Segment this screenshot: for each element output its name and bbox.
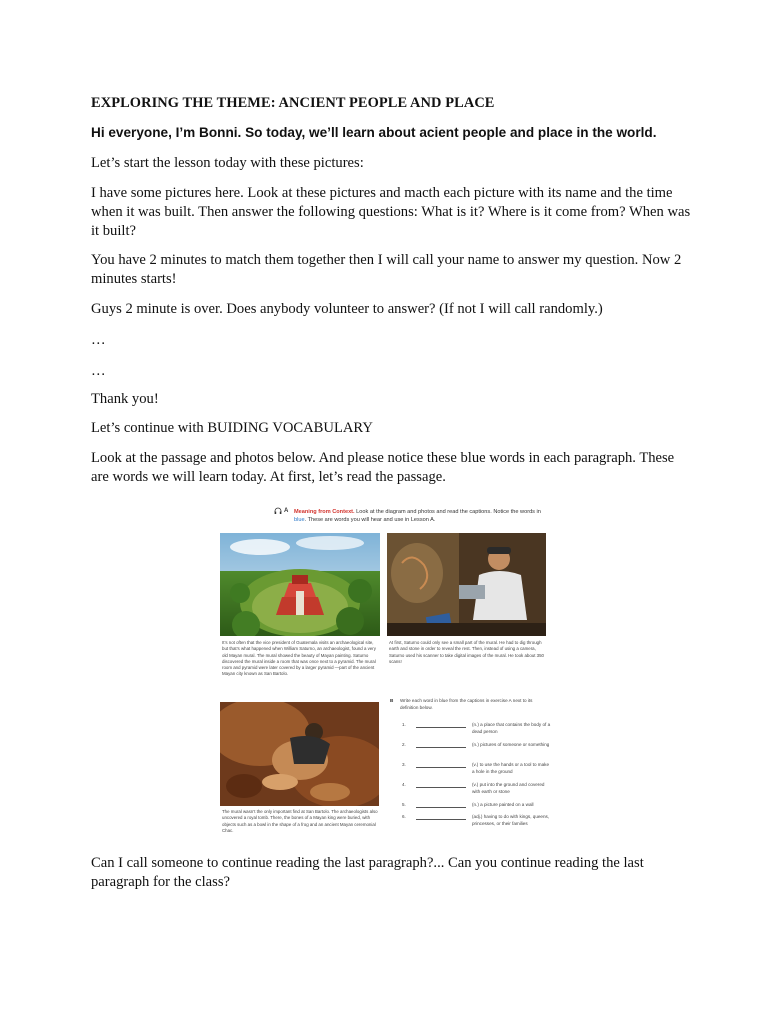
paragraph: I have some pictures here. Look at these pictures and macth each picture with its name and the time when it was built. Then answer the following questions: What is it? Where is it come from? When was it built? [91, 185, 691, 239]
paragraph: Let’s start the lesson today with these pictures: [91, 155, 364, 171]
answer-blank[interactable] [416, 767, 466, 768]
caption-2: At first, Saturno could only see a small part of the mural. He had to dig through earth and stone in order to reveal the rest. Then, instead of using a camera, Saturno used his scanner to take digital images of the mural. He took about 350 scans! [389, 640, 544, 664]
archaeologist-photo [387, 533, 546, 636]
paragraph: Look at the passage and photos below. And please notice these blue words in each paragraph. These are words we will learn today. At first, let’s read the passage. [91, 450, 675, 485]
exercise-a-title: Meaning from Context. [294, 509, 355, 515]
paragraph: Guys 2 minute is over. Does anybody volunteer to answer? (If not I will call randomly.) [91, 301, 603, 317]
ellipsis-line: … [91, 332, 106, 348]
answer-blank[interactable] [416, 807, 466, 808]
exercise-a-letter: A [284, 508, 289, 514]
exercise-b-letter: B [390, 698, 394, 703]
paragraph: Can I call someone to continue reading the last paragraph?... Can you continue reading the last paragraph for the class? [91, 855, 644, 890]
exercise-b-instructions: Write each word in blue from the captions in exercise A next to its definition below. [400, 698, 533, 710]
exercise-a-instructions: Meaning from Context. Look at the diagram and photos and read the captions. Notice the words in blue. These are words you will hear and use in Lesson A. [294, 509, 541, 523]
headphones-icon [274, 507, 282, 515]
paragraph: You have 2 minutes to match them together then I will call your name to answer my question. Now 2 minutes starts! [91, 252, 682, 287]
paragraph: Let’s continue with BUIDING VOCABULARY [91, 420, 373, 436]
caption-3: The mural wasn’t the only important find at San Bartolo. The archaeologists also uncovered a royal tomb. There, the bones of a Mayan king were buried, with objects such as a bowl in the shape of a frog and an ancient Mayan ceremonial Chac. [222, 809, 378, 833]
paragraph: Thank you! [91, 391, 159, 407]
pyramid-photo [220, 533, 380, 636]
answer-blank[interactable] [416, 727, 466, 728]
intro-line: Hi everyone, I’m Bonni. So today, we’ll learn about acient people and place in the world. [91, 125, 657, 140]
tomb-photo [220, 702, 379, 806]
caption-1: It’s not often that the vice president of Guatemala visits an archaeological site, but that’s what happened when William Saturno, an archaeologist, found a very old Mayan mural. The mural showed the beauty of Mayan painting. Saturno discovered the mural inside a room that was once next to a pyramid. The mural room and pyramid were later covered by a larger pyramid —part of the ancient Mayan city known as San Bartolo. [222, 640, 376, 677]
answer-blank[interactable] [416, 819, 466, 820]
ellipsis-line: … [91, 363, 106, 379]
answer-blank[interactable] [416, 787, 466, 788]
answer-blank[interactable] [416, 747, 466, 748]
page-title: EXPLORING THE THEME: ANCIENT PEOPLE AND PLACE [91, 95, 495, 111]
textbook-excerpt-image: A Meaning from Context. Look at the diagram and photos and read the captions. Notice the words in blue. These are words you will hear and use in Lesson A. It’s not often that the vice president of Guatemala visits an archaeological site, but that’s what happened when William Saturno, an archaeologist, found a very old Mayan mural. The mural showed the beauty of Mayan painting. Saturno discovered the mural inside a room that was once next to a pyramid. The mural room and pyramid were later covered by a larger pyramid —part of the ancient Mayan city known as San Bartolo. At first, Saturno could only see a small part of the mural. He had to dig through earth and stone in order to reveal the rest. Then, instead of using a camera, Saturno used his scanner to take digital images of the mural. He took about 350 scans! The mural wasn’t the only important find at San Bartolo. The archaeologists also uncovered a royal tomb. There, the bones of a Mayan king were buried, with objects such as a bowl in the shape of a frog and an ancient Mayan ceremonial Chac. B Write each word in blue from the captions in exercise A next to its definition below. 1. (n.) a place that contains the body of a dead person 2. (n.) pictures of someone or something 3. (v.) to use the hands or a tool to make a hole in the ground 4. (v.) put into the ground and covered with earth or stone 5. (n.) a picture painted on a wall 6. (adj.) having to do with kings, queens, princesses, or their families [218, 498, 558, 848]
